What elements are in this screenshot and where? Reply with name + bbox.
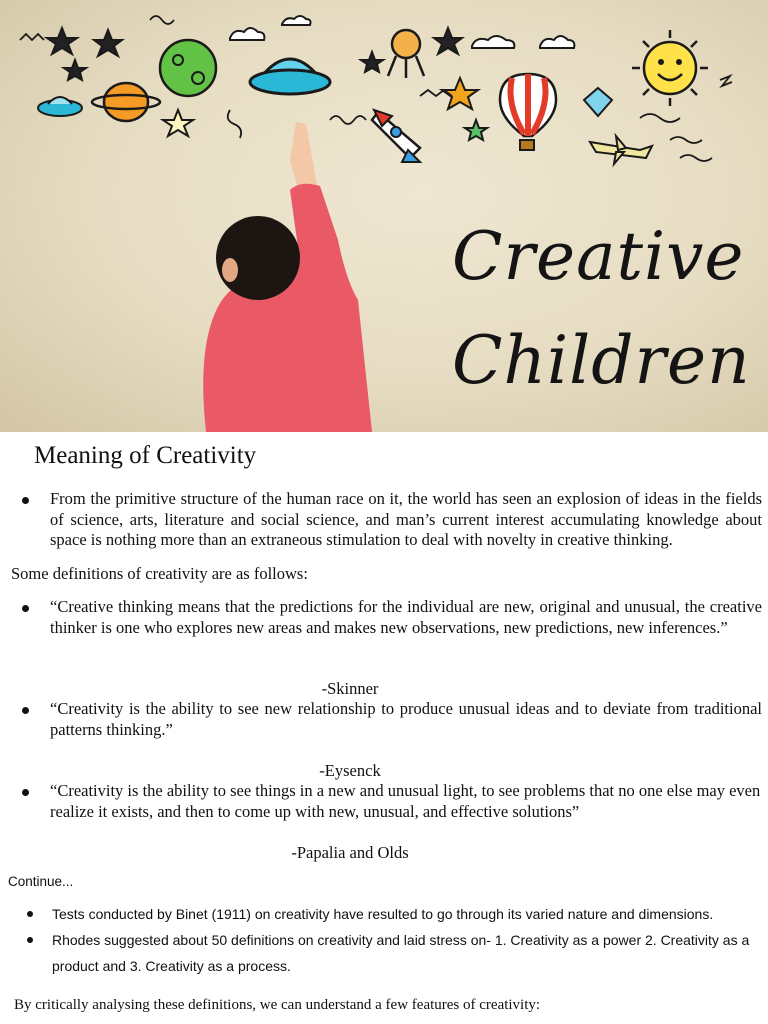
star-icon [163,110,193,136]
hero-title-line2: Children [452,322,751,399]
planet-icon [160,40,216,96]
hot-air-balloon-icon [500,74,556,150]
star-icon [465,120,487,140]
bullet-icon [27,937,33,943]
definition-author: -Papalia and Olds [291,843,409,862]
cloud-icon [472,36,514,48]
bullet-icon [22,789,29,796]
bullet-icon [27,911,33,917]
continue-bullet-text: Rhodes suggested about 50 definitions on creativity and laid stress on- 1. Creativity as a power 2. Creativity as a product and 3. Creativity as a process. [52,932,750,974]
definition-author: -Eysenck [319,761,381,780]
continue-label: Continue... [8,874,74,889]
lander-icon [392,30,420,58]
cloud-icon [540,36,574,48]
planet-icon [104,83,148,121]
cloud-icon [230,28,264,40]
star-icon [434,28,462,54]
rocket-icon [372,110,420,162]
bullet-icon [22,605,29,612]
kite-icon [584,88,612,116]
definition-quote: “Creativity is the ability to see things in a new and unusual light, to see problems that no one else may even realize it exists, and then to come up with new, unusual, and effective solutions” [50,781,761,821]
cloud-icon [282,16,311,25]
airplane-icon [590,136,652,164]
hero-banner [0,0,768,432]
bullet-icon [22,707,29,714]
definition-author: -Skinner [321,679,379,698]
closing-text: By critically analysing these definitions, we can understand a few features of creativity: [14,997,541,1013]
star-icon [64,60,86,80]
section-heading: Meaning of Creativity [34,442,257,469]
star-icon [361,52,383,72]
definition-quote: “Creativity is the ability to see new relationship to produce unusual ideas and to deviate from traditional patterns thinking.” [50,699,762,739]
star-icon [94,30,122,56]
definitions-lead: Some definitions of creativity are as follows: [11,564,308,583]
child-figure [203,122,372,432]
intro-bullet-text: From the primitive structure of the human race on it, the world has seen an explosion of ideas in the fields of science, arts, literature and social science, and man’s current interest accumulating knowledge about space is nothing more than an extraneous stimulation to deal with novelty in creative thinking. [50,489,762,549]
star-icon [47,28,77,54]
definition-quote: “Creative thinking means that the predictions for the individual are new, original and unusual, the creative thinker is one who explores new areas and makes new observations, new predictions, new inferences.” [50,597,762,637]
continue-bullet-text: Tests conducted by Binet (1911) on creativity have resulted to go through its varied nature and dimensions. [52,906,714,922]
sun-icon [632,30,708,106]
bullet-icon [22,497,29,504]
hero-title-line1: Creative [452,218,745,295]
